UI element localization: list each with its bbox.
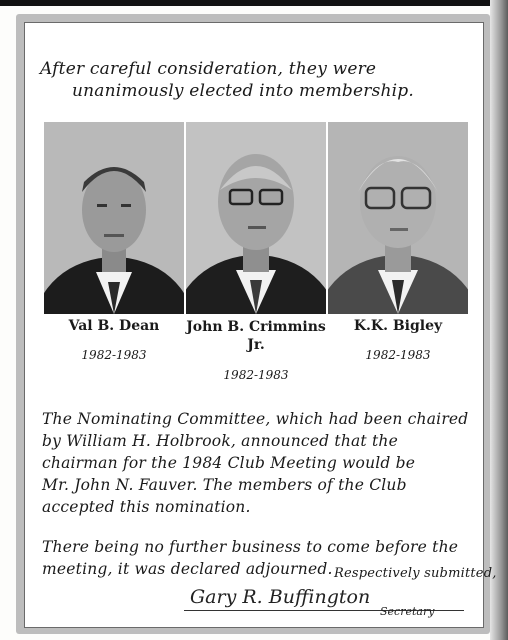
committee-line-4: Mr. John N. Fauver. The members of the Club <box>42 476 407 494</box>
committee-line-2: by William H. Holbrook, announced that the <box>42 432 398 450</box>
portrait-2 <box>186 122 326 314</box>
member-name-2: John B. Crimmins Jr. <box>186 319 326 353</box>
committee-line-5: accepted this nomination. <box>42 498 251 516</box>
member-photo-1 <box>44 122 184 314</box>
committee-line-3: chairman for the 1984 Club Meeting would be <box>42 454 416 472</box>
member-years-3: 1982-1983 <box>365 348 431 362</box>
signature: Gary R. Buffington <box>190 586 371 608</box>
committee-paragraph <box>42 408 468 518</box>
scan-right-edge <box>490 0 508 640</box>
closing-line-2: meeting, it was declared adjourned. <box>42 560 333 578</box>
member-name-1: Val B. Dean <box>68 318 160 334</box>
member-photo-2 <box>186 122 326 314</box>
heading <box>40 58 414 102</box>
member-photo-3 <box>328 122 468 314</box>
portrait-1 <box>44 122 184 314</box>
closing-line-1: There being no further business to come before the <box>42 538 459 556</box>
member-name-3: K.K. Bigley <box>353 318 443 334</box>
member-years-1: 1982-1983 <box>81 348 147 362</box>
heading-line-2: unanimously elected into membership. <box>72 81 414 101</box>
portrait-3 <box>328 122 468 314</box>
member-years-2: 1982-1983 <box>223 368 289 382</box>
heading-line-1: After careful consideration, they were <box>40 59 377 79</box>
committee-line-1: The Nominating Committee, which had been chaired <box>42 410 469 428</box>
scan-top-band <box>0 0 508 6</box>
signer-title: Secretary <box>380 605 435 618</box>
closing-phrase: Respectively submitted, <box>334 566 497 581</box>
